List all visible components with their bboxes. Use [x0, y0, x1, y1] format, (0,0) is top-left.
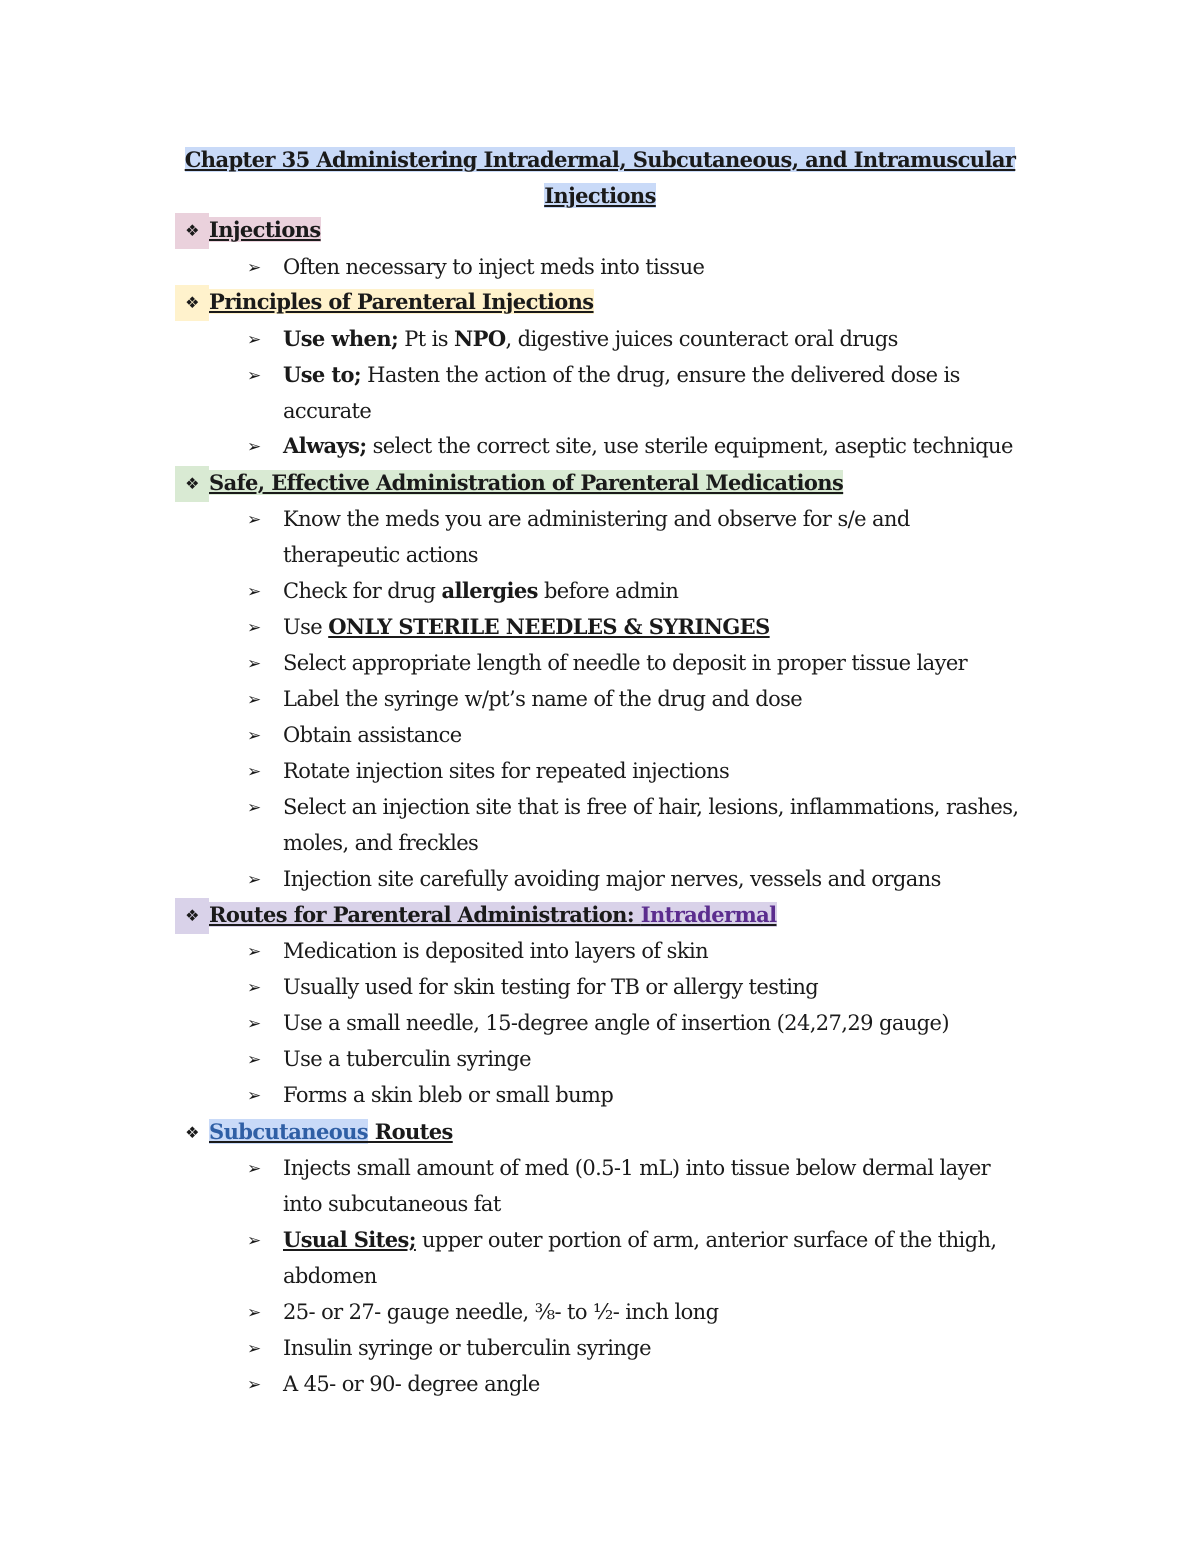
list-item: ➢ Injects small amount of med (0.5-1 mL) into tissue below dermal layer: [247, 1150, 990, 1187]
list-item: ➢ Label the syringe w/pt’s name of the drug and dose: [247, 681, 802, 718]
arrowhead-bullet-icon: ➢: [247, 618, 261, 638]
section-heading: [175, 897, 777, 934]
list-item: ➢ Usually used for skin testing for TB or allergy testing: [247, 969, 818, 1006]
section-heading-label: Routes for Parenteral Administration: Intradermal: [209, 902, 777, 927]
arrowhead-bullet-icon: ➢: [247, 366, 261, 386]
arrowhead-bullet-icon: ➢: [247, 510, 261, 530]
list-item: ➢ Medication is deposited into layers of skin: [247, 933, 708, 970]
list-item-continuation: therapeutic actions: [283, 543, 478, 567]
diamond-bullet-icon: ❖: [175, 285, 209, 321]
list-item: ➢ Always; select the correct site, use sterile equipment, aseptic technique: [247, 428, 1013, 465]
list-item: ➢ Usual Sites; upper outer portion of arm, anterior surface of the thigh,: [247, 1222, 997, 1259]
section-heading-label: Principles of Parenteral Injections: [209, 289, 594, 314]
section-heading-label: Safe, Effective Administration of Parenteral Medications: [209, 470, 844, 495]
list-item-continuation: abdomen: [283, 1264, 377, 1288]
section-heading: [175, 1114, 453, 1151]
arrowhead-bullet-icon: ➢: [247, 654, 261, 674]
document-title: [150, 142, 1050, 214]
arrowhead-bullet-icon: ➢: [247, 330, 261, 350]
section-heading: [175, 212, 321, 249]
arrowhead-bullet-icon: ➢: [247, 762, 261, 782]
list-item: ➢ Use to; Hasten the action of the drug, ensure the delivered dose is: [247, 357, 960, 394]
title-line-2: Injections: [544, 183, 656, 208]
arrowhead-bullet-icon: ➢: [247, 437, 261, 457]
arrowhead-bullet-icon: ➢: [247, 582, 261, 602]
list-item: ➢ Rotate injection sites for repeated injections: [247, 753, 729, 790]
list-item: ➢ Insulin syringe or tuberculin syringe: [247, 1330, 651, 1367]
arrowhead-bullet-icon: ➢: [247, 1159, 261, 1179]
arrowhead-bullet-icon: ➢: [247, 690, 261, 710]
section-heading-label: Injections: [209, 217, 321, 242]
title-line-1: Chapter 35 Administering Intradermal, Subcutaneous, and Intramuscular: [184, 147, 1016, 172]
section-heading: [175, 284, 594, 321]
arrowhead-bullet-icon: ➢: [247, 1231, 261, 1251]
section-heading-label: Subcutaneous Routes: [209, 1119, 453, 1144]
list-item: ➢ Use a tuberculin syringe: [247, 1041, 531, 1078]
list-item: ➢ Use a small needle, 15-degree angle of insertion (24,27,29 gauge): [247, 1005, 949, 1042]
arrowhead-bullet-icon: ➢: [247, 726, 261, 746]
arrowhead-bullet-icon: ➢: [247, 1375, 261, 1395]
arrowhead-bullet-icon: ➢: [247, 978, 261, 998]
list-item: ➢ 25- or 27- gauge needle, ⅜- to ½- inch long: [247, 1294, 718, 1331]
diamond-bullet-icon: ❖: [175, 898, 209, 934]
diamond-bullet-icon: ❖: [185, 1123, 199, 1142]
list-item-continuation: into subcutaneous fat: [283, 1192, 501, 1216]
arrowhead-bullet-icon: ➢: [247, 258, 261, 278]
list-item: ➢ Know the meds you are administering and observe for s/e and: [247, 501, 910, 538]
arrowhead-bullet-icon: ➢: [247, 1014, 261, 1034]
arrowhead-bullet-icon: ➢: [247, 1303, 261, 1323]
list-item: ➢ Obtain assistance: [247, 717, 462, 754]
arrowhead-bullet-icon: ➢: [247, 1050, 261, 1070]
list-item: ➢ A 45- or 90- degree angle: [247, 1366, 540, 1403]
arrowhead-bullet-icon: ➢: [247, 942, 261, 962]
list-item: ➢ Check for drug allergies before admin: [247, 573, 678, 610]
arrowhead-bullet-icon: ➢: [247, 1086, 261, 1106]
list-item: ➢ Forms a skin bleb or small bump: [247, 1077, 613, 1114]
diamond-bullet-icon: ❖: [175, 213, 209, 249]
list-item: ➢ Use ONLY STERILE NEEDLES & SYRINGES: [247, 609, 770, 646]
arrowhead-bullet-icon: ➢: [247, 870, 261, 890]
list-item-continuation: accurate: [283, 399, 372, 423]
list-item: ➢ Often necessary to inject meds into tissue: [247, 249, 704, 286]
list-item: ➢ Select an injection site that is free of hair, lesions, inflammations, rashes,: [247, 789, 1019, 826]
diamond-bullet-icon: ❖: [175, 466, 209, 502]
arrowhead-bullet-icon: ➢: [247, 798, 261, 818]
list-item: ➢ Select appropriate length of needle to deposit in proper tissue layer: [247, 645, 967, 682]
arrowhead-bullet-icon: ➢: [247, 1339, 261, 1359]
list-item: ➢ Use when; Pt is NPO, digestive juices counteract oral drugs: [247, 321, 898, 358]
list-item-continuation: moles, and freckles: [283, 831, 479, 855]
list-item: ➢ Injection site carefully avoiding major nerves, vessels and organs: [247, 861, 941, 898]
section-heading: [175, 465, 843, 502]
